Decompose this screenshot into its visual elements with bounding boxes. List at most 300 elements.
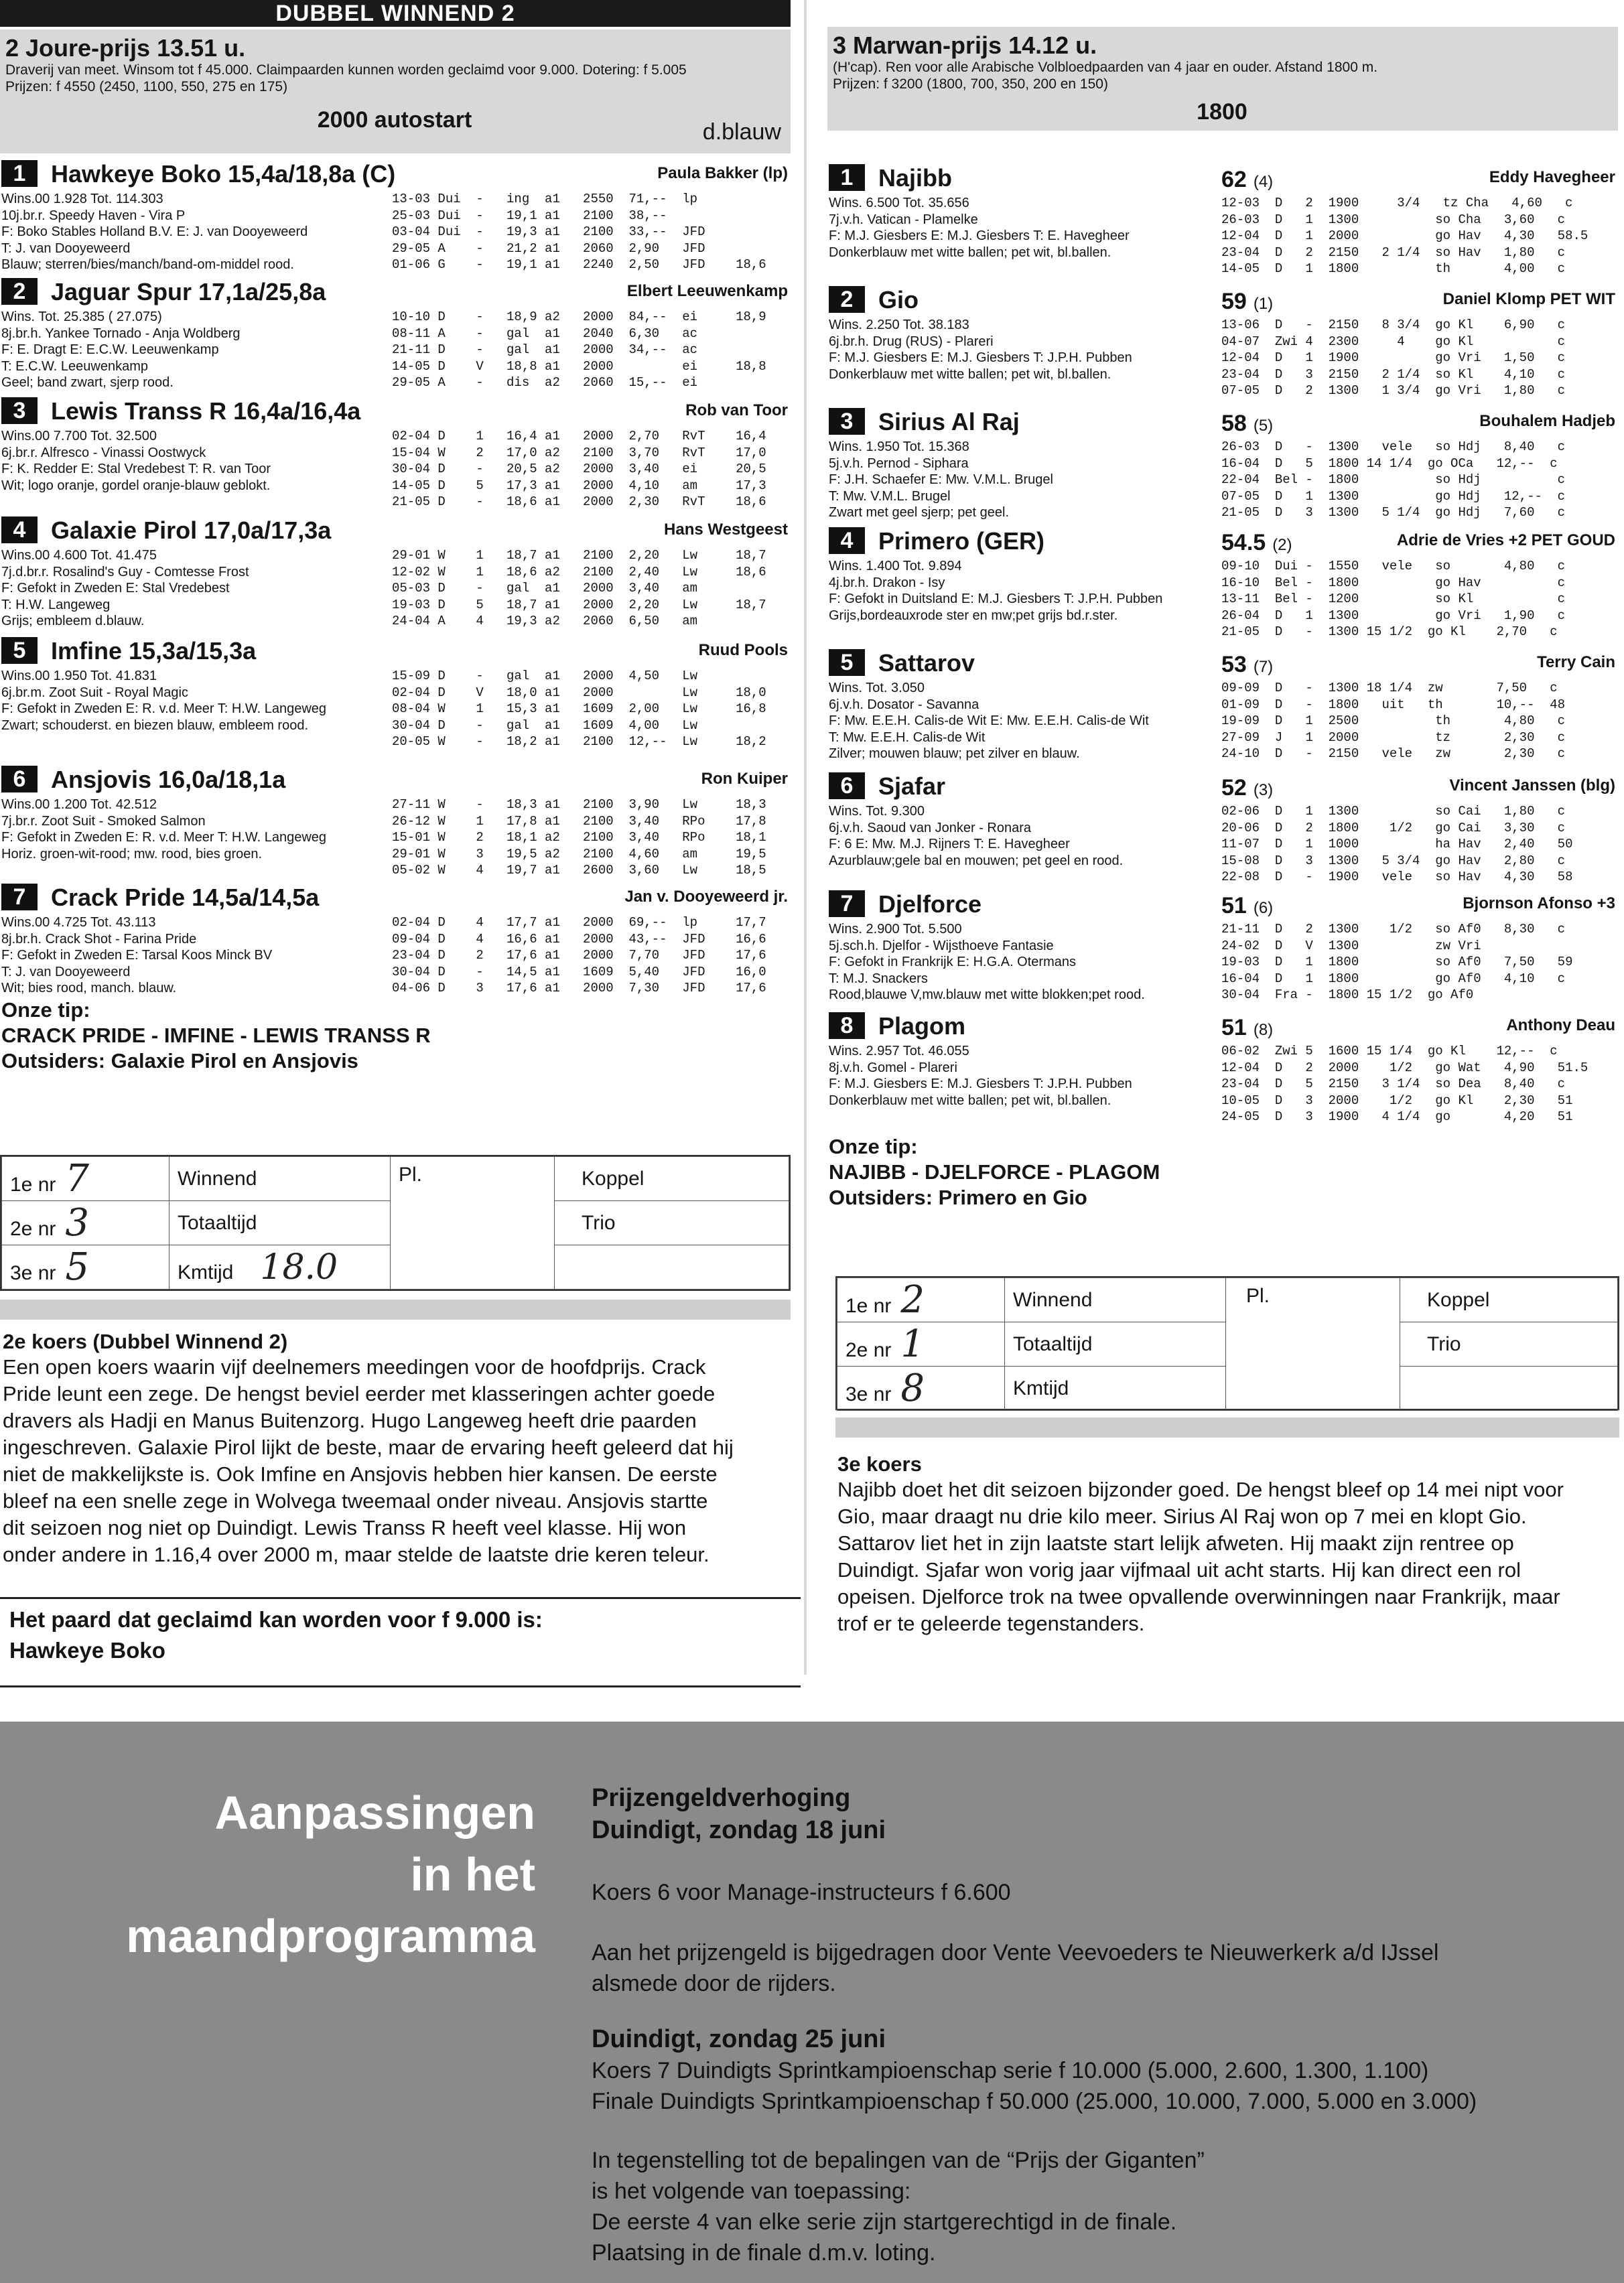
driver-name: Rob van Toor <box>685 401 788 419</box>
detail-line: Wins. 2.250 Tot. 38.183 <box>829 318 969 332</box>
tip-outsiders: Outsiders: Galaxie Pirol en Ansjovis <box>1 1049 358 1073</box>
detail-line: 8j.br.h. Crack Shot - Farina Pride <box>1 931 197 947</box>
form-table <box>392 547 766 630</box>
analysis-line: onder andere in 1.16,4 over 2000 m, maar stelde de laatste drie keren teleur. <box>3 1543 709 1566</box>
analysis-title: 3e koers <box>837 1452 922 1476</box>
form-row: 20-06 D 2 1800 1/2 go Cai 3,30 c <box>1221 820 1566 835</box>
tip-picks: NAJIBB - DJELFORCE - PLAGOM <box>829 1160 1160 1184</box>
detail-line: Wins. Tot. 25.385 ( 27.075) <box>1 309 162 324</box>
form-row: 19-09 D 1 2500 th 4,80 c <box>1221 713 1566 728</box>
paragraph: In tegenstelling tot de bepalingen van de “Prijs der Giganten” is het volgende van toepassing: De eerste 4 van elke serie zijn startgerechtigd in de finale. Plaatsing in de finale d.m.v. loting. <box>592 2148 1205 2266</box>
analysis-line: Pride leunt een zege. De hengst beviel eerder met klasseringen achter goede <box>3 1382 716 1405</box>
section-title: Duindigt, zondag 25 juni <box>592 2025 886 2053</box>
tip-block <box>0 997 791 1074</box>
entry-row-1-label: Winnend <box>170 1157 391 1201</box>
analysis-text <box>3 1354 800 1568</box>
horse-list <box>827 161 1618 1130</box>
horse-header <box>827 283 1618 313</box>
horse-details <box>1 797 326 862</box>
form-row: 26-03 D 1 1300 so Cha 3,60 c <box>1221 212 1566 227</box>
horse-details <box>829 195 1130 261</box>
form-row: 11-07 D 1 1000 ha Hav 2,40 50 <box>1221 837 1573 851</box>
paragraph: Aan het prijzengeld is bijgedragen door Vente Veevoeders te Nieuwerkerk a/d IJssel alsmede door de rijders. <box>592 1940 1439 1996</box>
form-row: 19-03 D 1 1800 so Af0 7,50 59 <box>1221 955 1573 969</box>
detail-line: T: J. van Dooyeweerd <box>1 964 131 979</box>
horse-number: 6 <box>1 766 38 792</box>
horse-name: Jaguar Spur 17,1a/25,8a <box>51 278 326 305</box>
detail-line: F: Gefokt in Zweden E: Tarsal Koos Minck BV <box>1 948 273 963</box>
column-divider <box>804 0 807 1675</box>
analysis-line: niet de makkelijkste is. Ook Imfine en Ansjovis hebben hier kansen. De eerste <box>3 1462 718 1486</box>
form-row: 16-04 D 1 1800 go Af0 4,10 c <box>1221 971 1566 986</box>
horse-number: 6 <box>829 772 865 799</box>
detail-line: Wins.00 1.200 Tot. 42.512 <box>1 797 157 812</box>
form-row: 24-02 D V 1300 zw Vri <box>1221 938 1481 953</box>
detail-line: F: M.J. Giesbers E: M.J. Giesbers T: J.P.H. Pubben <box>829 350 1132 365</box>
analysis-text <box>837 1476 1621 1637</box>
race-title: 2 Joure-prijs 13.51 u. <box>5 34 246 62</box>
race-2-column <box>0 0 791 1074</box>
horse-rating <box>1221 1015 1273 1041</box>
form-row: 04-07 Zwi 4 2300 4 go Kl c <box>1221 334 1566 349</box>
form-row: 22-08 D - 1900 vele so Hav 4,30 58 <box>1221 870 1573 884</box>
horse-header <box>827 161 1618 191</box>
form-row: 12-04 D 1 1900 go Vri 1,50 c <box>1221 350 1566 365</box>
handwritten-value: 5 <box>65 1245 90 1289</box>
horse-rating <box>1221 652 1273 678</box>
detail-line: Wins. Tot. 9.300 <box>829 804 925 819</box>
form-row: 07-05 D 1 1300 go Hdj 12,-- c <box>1221 488 1566 504</box>
horse-entry <box>827 405 1618 521</box>
form-row: 12-04 D 2 2000 1/2 go Wat 4,90 51.5 <box>1221 1060 1588 1075</box>
rating-value: 62 <box>1221 167 1247 192</box>
driver-name: Jan v. Dooyeweerd jr. <box>624 888 788 906</box>
rating-value: 51 <box>1221 893 1247 918</box>
detail-line: 6j.v.h. Dosator - Savanna <box>829 697 979 712</box>
detail-line: Geel; band zwart, sjerp rood. <box>1 375 174 390</box>
handwritten-value: 3 <box>65 1201 90 1245</box>
detail-line: T: E.C.W. Leeuwenkamp <box>1 358 148 374</box>
horse-name: Primero (GER) <box>878 527 1045 555</box>
horse-number: 3 <box>829 408 865 435</box>
detail-line: 7j.d.br.r. Rosalind's Guy - Comtesse Frost <box>1 564 249 579</box>
detail-line: 6j.v.h. Saoud van Jonker - Ronara <box>829 820 1032 835</box>
race-distance: 2000 autostart <box>317 107 472 133</box>
horse-entry <box>0 634 791 759</box>
form-row: 29-01 W 1 18,7 a1 2100 2,20 Lw 18,7 <box>392 548 766 563</box>
detail-line: T: J. van Dooyeweerd <box>1 240 131 256</box>
detail-line: Wins. 2.957 Tot. 46.055 <box>829 1044 969 1058</box>
detail-line: T: Mw. V.M.L. Brugel <box>829 488 951 504</box>
form-row: 15-08 D 3 1300 5 3/4 go Hav 2,80 c <box>1221 853 1566 868</box>
detail-line: F: M.J. Giesbers E: M.J. Giesbers T: E. Havegheer <box>829 228 1130 243</box>
section-subtitle: Duindigt, zondag 18 juni <box>592 1816 886 1844</box>
horse-rating <box>1221 289 1273 315</box>
race-header <box>827 27 1618 131</box>
form-row: 21-05 D - 18,6 a1 2000 2,30 RvT 18,6 <box>392 494 766 509</box>
entry-row-1-label: Winnend <box>1005 1278 1226 1322</box>
form-row: 01-06 G - 19,1 a1 2240 2,50 JFD 18,6 <box>392 257 766 272</box>
detail-line: Azurblauw;gele bal en mouwen; pet geel en rood. <box>829 853 1124 868</box>
detail-line: Wins.00 4.600 Tot. 41.475 <box>1 548 157 563</box>
horse-header <box>0 514 791 543</box>
handwritten-value: 1 <box>900 1322 925 1366</box>
form-row: 30-04 Fra - 1800 15 1/2 go Af0 <box>1221 987 1474 1002</box>
form-table <box>1221 1043 1588 1125</box>
horse-name: Najibb <box>878 164 953 192</box>
entry-row-2-label: Totaaltijd <box>170 1201 391 1245</box>
paragraph: Koers 7 Duindigts Sprintkampioenschap serie f 10.000 (5.000, 2.600, 1.300, 1.100) Finale Duindigts Sprintkampioenschap f 50.000 (25.000, 10.000, 7.000, 5.000 en 3.000) <box>592 2058 1477 2114</box>
entry-row-2-nr: 2e nr 1 <box>837 1322 1005 1367</box>
tip-label: Onze tip: <box>829 1135 918 1158</box>
horse-details <box>829 439 1053 521</box>
horse-header <box>0 763 791 792</box>
form-row: 25-03 Dui - 19,1 a1 2100 38,-- <box>392 208 667 223</box>
program-changes-heading: Aanpassingen in het maandprogramma <box>126 1787 535 1962</box>
analysis-line: dravers als Hadji en Manus Buitenzorg. Hugo Langeweg heeft drie paarden <box>3 1409 697 1432</box>
horse-name: Galaxie Pirol 17,0a/17,3a <box>51 516 332 544</box>
detail-line: Wins. 6.500 Tot. 35.656 <box>829 196 969 210</box>
horse-details <box>1 668 326 734</box>
rating-rank: (8) <box>1253 1021 1274 1039</box>
form-row: 08-04 W 1 15,3 a1 1609 2,00 Lw 16,8 <box>392 701 766 716</box>
form-row: 14-05 D V 18,8 a1 2000 ei 18,8 <box>392 358 766 374</box>
form-row: 22-04 Bel - 1800 so Hdj c <box>1221 472 1566 487</box>
detail-line: F: Gefokt in Zweden E: Stal Vredebest <box>1 581 230 596</box>
form-row: 15-04 W 2 17,0 a2 2100 3,70 RvT 17,0 <box>392 445 766 460</box>
horse-rating <box>1221 530 1292 556</box>
form-row: 21-11 D 2 1300 1/2 so Af0 8,30 c <box>1221 922 1566 937</box>
detail-line: Zilver; mouwen blauw; pet zilver en blauw. <box>829 746 1080 761</box>
detail-line: 8j.br.h. Yankee Tornado - Anja Woldberg <box>1 326 241 341</box>
form-row: 06-02 Zwi 5 1600 15 1/4 go Kl 12,-- c <box>1221 1044 1558 1058</box>
detail-line: 7j.v.h. Vatican - Plamelke <box>829 212 978 227</box>
race-3-column <box>827 0 1618 1210</box>
form-row: 04-06 D 3 17,6 a1 2000 7,30 JFD 17,6 <box>392 981 766 995</box>
form-table <box>392 668 766 750</box>
analysis-line: trof er te geleerde tegenstanders. <box>837 1612 1145 1635</box>
driver-name: Vincent Janssen (blg) <box>1449 776 1615 794</box>
handwritten-value: 8 <box>900 1367 925 1410</box>
form-row: 07-05 D 2 1300 1 3/4 go Vri 1,80 c <box>1221 383 1566 398</box>
horse-entry <box>0 514 791 630</box>
horse-entry <box>0 157 791 271</box>
detail-line: Blauw; sterren/bies/manch/band-om-middel rood. <box>1 257 294 272</box>
form-row: 12-02 W 1 18,6 a2 2100 2,40 Lw 18,6 <box>392 564 766 579</box>
horse-number: 4 <box>829 527 865 554</box>
race-distance: 1800 <box>1197 99 1247 125</box>
form-table <box>392 428 766 510</box>
horse-header <box>0 157 791 187</box>
horse-number: 5 <box>1 637 38 664</box>
horse-entry <box>827 770 1618 884</box>
horse-details <box>829 803 1123 869</box>
detail-line: Wins.00 7.700 Tot. 32.500 <box>1 429 157 443</box>
rating-value: 52 <box>1221 775 1247 801</box>
horse-rating <box>1221 893 1273 919</box>
entry-row-3-nr: 3e nr 5 <box>2 1245 170 1290</box>
detail-line: Zwart met geel sjerp; pet geel. <box>829 505 1010 520</box>
form-table <box>1221 439 1565 521</box>
form-row: 29-01 W 3 19,5 a2 2100 4,60 am 19,5 <box>392 846 766 861</box>
form-row: 27-09 J 1 2000 tz 2,30 c <box>1221 730 1566 745</box>
horse-entry <box>0 763 791 877</box>
entry-row-2-label: Totaaltijd <box>1005 1322 1226 1367</box>
detail-line: T: H.W. Langeweg <box>1 597 111 612</box>
analysis-line: ingeschreven. Galaxie Pirol lijkt de beste, maar de ervaring heeft geleerd dat hij <box>3 1436 734 1459</box>
tip-block <box>827 1134 1618 1210</box>
handwritten-value: 2 <box>900 1278 925 1322</box>
horse-details <box>1 191 308 273</box>
horse-details <box>829 921 1145 1004</box>
rating-value: 54.5 <box>1221 530 1266 555</box>
form-row: 21-05 D - 1300 15 1/2 go Kl 2,70 c <box>1221 624 1558 639</box>
rating-rank: (1) <box>1253 295 1274 313</box>
detail-line: F: 6 E: Mw. M.J. Rijners T: E. Havegheer <box>829 837 1070 851</box>
driver-name: Adrie de Vries +2 PET GOUD <box>1396 531 1615 549</box>
form-row: 03-04 Dui - 19,3 a1 2100 33,-- JFD <box>392 224 705 239</box>
detail-line: Wins. 1.400 Tot. 9.894 <box>829 559 962 573</box>
analysis-line: bleef na een snelle zege in Wolvega tweemaal onder niveau. Ansjovis startte <box>3 1489 708 1513</box>
section-title: Prijzengeldverhoging <box>592 1784 851 1812</box>
entry-row-2-nr: 2e nr 3 <box>2 1201 170 1245</box>
handwritten-value: 7 <box>65 1157 90 1200</box>
horse-entry <box>0 881 791 999</box>
form-row: 05-02 W 4 19,7 a1 2600 3,60 Lw 18,5 <box>392 863 766 878</box>
driver-name: Eddy Havegheer <box>1489 168 1615 186</box>
detail-line: F: K. Redder E: Stal Vredebest T: R. van Toor <box>1 462 271 476</box>
horse-number: 5 <box>829 649 865 676</box>
horse-list <box>0 157 791 999</box>
form-row: 09-09 D - 1300 18 1/4 zw 7,50 c <box>1221 681 1558 695</box>
rating-rank: (5) <box>1253 417 1274 435</box>
form-table <box>392 914 766 997</box>
entry-form <box>835 1276 1619 1410</box>
analysis-line: Najibb doet het dit seizoen bijzonder goed. De hengst bleef op 14 mei nipt voor <box>837 1478 1564 1501</box>
horse-entry <box>827 161 1618 279</box>
detail-line: F: Boko Stables Holland B.V. E: J. van Dooyeweerd <box>1 224 308 239</box>
horse-rating <box>1221 167 1273 193</box>
detail-line: Grijs; embleem d.blauw. <box>1 614 145 628</box>
horse-number: 2 <box>829 286 865 313</box>
horse-details <box>829 317 1132 383</box>
analysis-line: opeisen. Djelforce trok na twee opvallende overwinningen naar Frankrijk, maar <box>837 1585 1560 1608</box>
entry-koppel: Koppel <box>555 1157 789 1201</box>
rating-rank: (6) <box>1253 899 1274 917</box>
horse-details <box>1 309 241 391</box>
detail-line: 7j.br.r. Zoot Suit - Smoked Salmon <box>1 813 206 829</box>
horse-number: 7 <box>1 884 38 910</box>
detail-line: F: Gefokt in Frankrijk E: H.G.A. Otermans <box>829 955 1076 969</box>
detail-line: Wins.00 4.725 Tot. 43.113 <box>1 915 156 930</box>
detail-line: Wins. 1.950 Tot. 15.368 <box>829 439 969 454</box>
detail-line: 6j.br.r. Alfresco - Vinassi Oostwyck <box>1 445 206 460</box>
horse-rating <box>1221 775 1273 801</box>
form-row: 26-04 D 1 1300 go Vri 1,90 c <box>1221 608 1566 623</box>
form-table <box>1221 195 1588 277</box>
form-row: 13-06 D - 2150 8 3/4 go Kl 6,90 c <box>1221 318 1566 332</box>
race-color: d.blauw <box>702 119 781 145</box>
form-row: 09-04 D 4 16,6 a1 2000 43,-- JFD 16,6 <box>392 931 766 947</box>
detail-line: Donkerblauw met witte ballen; pet wit, bl.ballen. <box>829 366 1111 382</box>
driver-name: Ron Kuiper <box>701 770 788 788</box>
form-table <box>1221 317 1565 399</box>
form-row: 23-04 D 3 2150 2 1/4 so Kl 4,10 c <box>1221 366 1566 382</box>
entry-pl: Pl. <box>1226 1278 1400 1411</box>
horse-entry <box>827 525 1618 642</box>
form-row: 05-03 D - gal a1 2000 3,40 am <box>392 581 698 596</box>
horse-details <box>1 547 249 630</box>
form-row: 14-05 D 5 17,3 a1 2000 4,10 am 17,3 <box>392 478 766 493</box>
horse-header <box>0 634 791 664</box>
form-row: 24-05 D 3 1900 4 1/4 go 4,20 51 <box>1221 1109 1573 1124</box>
horse-details <box>829 558 1162 624</box>
form-row: 02-06 D 1 1300 so Cai 1,80 c <box>1221 804 1566 819</box>
horse-name: Crack Pride 14,5a/14,5a <box>51 884 320 911</box>
detail-line: T: M.J. Snackers <box>829 971 928 986</box>
form-row: 21-05 D 3 1300 5 1/4 go Hdj 7,60 c <box>1221 505 1566 520</box>
detail-line: F: Mw. E.E.H. Calis-de Wit E: Mw. E.E.H. Calis-de Wit <box>829 713 1149 728</box>
form-row: 20-05 W - 18,2 a1 2100 12,-- Lw 18,2 <box>392 734 766 749</box>
horse-header <box>0 395 791 424</box>
horse-entry <box>827 646 1618 766</box>
paragraph: Koers 6 voor Manage-instructeurs f 6.600 <box>592 1880 1011 1905</box>
form-row: 24-04 A 4 19,3 a2 2060 6,50 am <box>392 614 698 628</box>
horse-rating <box>1221 411 1273 437</box>
entry-pl: Pl. <box>391 1157 555 1290</box>
form-row: 29-05 A - dis a2 2060 15,-- ei <box>392 375 698 390</box>
horse-details <box>829 680 1149 762</box>
entry-row-3-label: Kmtijd 18.0 <box>170 1245 391 1290</box>
entry-row-1-nr: 1e nr 2 <box>837 1278 1005 1322</box>
rating-value: 59 <box>1221 289 1247 314</box>
form-row: 19-03 D 5 18,7 a1 2000 2,20 Lw 18,7 <box>392 597 766 612</box>
form-table <box>1221 558 1565 640</box>
form-row: 08-11 A - gal a1 2040 6,30 ac <box>392 326 698 341</box>
horse-name: Ansjovis 16,0a/18,1a <box>51 766 286 793</box>
tip-label: Onze tip: <box>1 998 90 1022</box>
driver-name: Ruud Pools <box>698 641 788 659</box>
driver-name: Terry Cain <box>1537 653 1615 671</box>
entry-row-3-nr: 3e nr 8 <box>837 1367 1005 1411</box>
form-row: 23-04 D 2 2150 2 1/4 so Hav 1,80 c <box>1221 245 1566 260</box>
form-table <box>392 797 766 879</box>
detail-line: F: E. Dragt E: E.C.W. Leeuwenkamp <box>1 342 219 357</box>
driver-name: Bjornson Afonso +3 <box>1463 894 1615 912</box>
form-table <box>1221 921 1573 1004</box>
horse-header <box>827 525 1618 554</box>
entry-form <box>0 1155 791 1291</box>
form-row: 13-03 Dui - ing a1 2550 71,-- lp <box>392 192 698 206</box>
divider-strip <box>835 1417 1619 1438</box>
race-conditions: Draverij van meet. Winsom tot f 45.000. Claimpaarden kunnen worden geclaimd voor 9.000. Dotering: f 5.005 Prijzen: f 4550 (2450, 1100, 550, 275 en 175) <box>5 62 687 94</box>
horse-number: 3 <box>1 397 38 424</box>
horse-header <box>0 275 791 305</box>
horse-name: Djelforce <box>878 890 982 918</box>
horse-details <box>829 1043 1132 1109</box>
entry-row-1-nr: 1e nr 7 <box>2 1157 170 1201</box>
detail-line: F: J.H. Schaefer E: Mw. V.M.L. Brugel <box>829 472 1053 487</box>
entry-koppel: Koppel <box>1400 1278 1618 1322</box>
form-row: 01-09 D - 1800 uit th 10,-- 48 <box>1221 697 1566 712</box>
entry-row-3-label: Kmtijd <box>1005 1367 1226 1411</box>
driver-name: Elbert Leeuwenkamp <box>626 282 788 300</box>
form-row: 21-11 D - gal a1 2000 34,-- ac <box>392 342 698 357</box>
form-row: 15-01 W 2 18,1 a2 2100 3,40 RPo 18,1 <box>392 830 766 845</box>
rating-rank: (4) <box>1253 173 1274 191</box>
horse-name: Sirius Al Raj <box>878 408 1020 435</box>
form-row: 24-10 D - 2150 vele zw 2,30 c <box>1221 746 1566 761</box>
form-table <box>1221 803 1573 886</box>
detail-line: Grijs,bordeauxrode ster en mw;pet grijs bd.r.ster. <box>829 608 1118 623</box>
detail-line: 6j.br.h. Drug (RUS) - Plareri <box>829 334 994 349</box>
form-row: 23-04 D 2 17,6 a1 2000 7,70 JFD 17,6 <box>392 948 766 963</box>
driver-name: Paula Bakker (lp) <box>657 164 788 182</box>
form-row: 10-10 D - 18,9 a2 2000 84,-- ei 18,9 <box>392 309 766 324</box>
analysis-line: Duindigt. Sjafar won vorig jaar vijfmaal uit acht starts. Hij kan direct een rol <box>837 1558 1521 1582</box>
horse-number: 7 <box>829 890 865 917</box>
detail-line: Wit; logo oranje, gordel oranje-blauw geblokt. <box>1 478 271 493</box>
analysis-line: Gio, maar draagt nu drie kilo meer. Sirius Al Raj won op 7 mei en klopt Gio. <box>837 1505 1527 1528</box>
detail-line: Wit; bies rood, manch. blauw. <box>1 981 177 995</box>
horse-entry <box>827 1010 1618 1130</box>
detail-line: F: Gefokt in Zweden E: R. v.d. Meer T: H.W. Langeweg <box>1 830 327 845</box>
form-row: 30-04 D - 14,5 a1 1609 5,40 JFD 16,0 <box>392 964 766 979</box>
driver-name: Anthony Deau <box>1506 1016 1615 1034</box>
detail-line: 4j.br.h. Drakon - Isy <box>829 575 945 590</box>
horse-name: Sjafar <box>878 772 946 800</box>
form-row: 16-10 Bel - 1800 go Hav c <box>1221 575 1566 590</box>
detail-line: Horiz. groen-wit-rood; mw. rood, bies groen. <box>1 846 263 861</box>
form-row: 30-04 D - gal a1 1609 4,00 Lw <box>392 717 698 733</box>
horse-header <box>827 770 1618 799</box>
detail-line: Wins. 2.900 Tot. 5.500 <box>829 922 962 937</box>
divider-strip <box>0 1300 791 1320</box>
form-row: 02-04 D 4 17,7 a1 2000 69,-- lp 17,7 <box>392 915 766 930</box>
handwritten-value: 18.0 <box>260 1247 338 1288</box>
horse-header <box>827 405 1618 435</box>
analysis-title: 2e koers (Dubbel Winnend 2) <box>3 1330 288 1353</box>
race-title: 3 Marwan-prijs 14.12 u. <box>833 31 1097 59</box>
detail-line: 6j.br.m. Zoot Suit - Royal Magic <box>1 685 188 700</box>
tip-outsiders: Outsiders: Primero en Gio <box>829 1186 1087 1209</box>
rating-value: 53 <box>1221 652 1247 677</box>
detail-line: F: Gefokt in Zweden E: R. v.d. Meer T: H.W. Langeweg <box>1 701 327 716</box>
detail-line: Donkerblauw met witte ballen; pet wit, bl.ballen. <box>829 245 1111 260</box>
detail-line: Zwart; schouderst. en biezen blauw, embleem rood. <box>1 717 309 733</box>
horse-name: Gio <box>878 286 919 314</box>
analysis-block <box>3 1330 800 1568</box>
form-table <box>392 309 766 391</box>
form-row: 27-11 W - 18,3 a1 2100 3,90 Lw 18,3 <box>392 797 766 812</box>
program-changes-content <box>592 1782 1597 2268</box>
detail-line: 8j.v.h. Gomel - Plareri <box>829 1060 957 1075</box>
form-row: 30-04 D - 20,5 a2 2000 3,40 ei 20,5 <box>392 462 766 476</box>
detail-line: Wins. Tot. 3.050 <box>829 681 925 695</box>
detail-line: F: Gefokt in Duitsland E: M.J. Giesbers T: J.P.H. Pubben <box>829 592 1163 606</box>
horse-name: Plagom <box>878 1012 966 1040</box>
driver-name: Hans Westgeest <box>664 521 788 539</box>
driver-name: Daniel Klomp PET WIT <box>1442 290 1615 308</box>
form-row: 26-03 D - 1300 vele so Hdj 8,40 c <box>1221 439 1566 454</box>
horse-header <box>827 1010 1618 1039</box>
claim-notice: Het paard dat geclaimd kan worden voor f 9.000 is: Hawkeye Boko <box>0 1597 801 1687</box>
detail-line: Wins.00 1.928 Tot. 114.303 <box>1 192 163 206</box>
rating-rank: (2) <box>1272 536 1292 554</box>
rating-value: 58 <box>1221 411 1247 436</box>
section-banner: DUBBEL WINNEND 2 <box>0 0 791 27</box>
rating-rank: (3) <box>1253 781 1274 799</box>
